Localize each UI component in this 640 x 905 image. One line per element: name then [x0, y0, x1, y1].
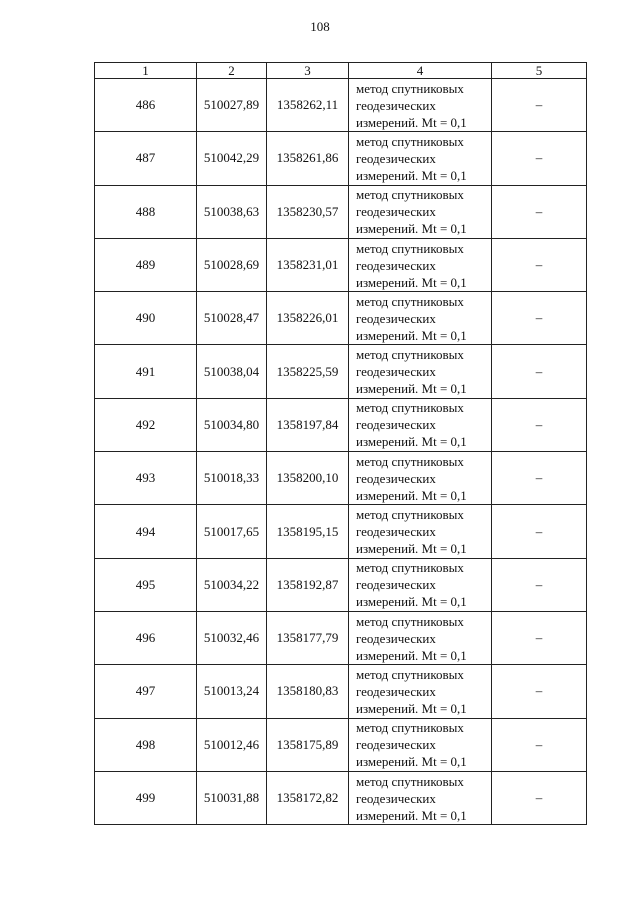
method-text-line: метод спутниковых — [356, 560, 464, 576]
method-text-line: геодезических — [356, 150, 436, 166]
method-cell — [349, 185, 492, 238]
method-text-line: геодезических — [356, 790, 436, 806]
note-cell: – — [492, 345, 587, 398]
method-text-line: измерений. Mt = 0,1 — [356, 114, 467, 130]
method-text-line: геодезических — [356, 470, 436, 486]
point-number-cell: 497 — [95, 665, 197, 718]
method-text-line: измерений. Mt = 0,1 — [356, 700, 467, 716]
method-text-line: геодезических — [356, 364, 436, 380]
column-header-2: 2 — [197, 63, 267, 79]
method-cell — [349, 345, 492, 398]
method-text-line: измерений. Mt = 0,1 — [356, 381, 467, 397]
y-coordinate-cell: 1358230,57 — [267, 185, 349, 238]
y-coordinate-cell: 1358195,15 — [267, 505, 349, 558]
method-text-line: метод спутниковых — [356, 133, 464, 149]
x-coordinate-cell: 510031,88 — [197, 771, 267, 824]
column-header-5: 5 — [492, 63, 587, 79]
method-text-line: метод спутниковых — [356, 400, 464, 416]
table-row — [95, 345, 587, 398]
table-row — [95, 132, 587, 185]
point-number-cell: 495 — [95, 558, 197, 611]
point-number-cell: 492 — [95, 398, 197, 451]
point-number-cell: 494 — [95, 505, 197, 558]
point-number-cell: 496 — [95, 611, 197, 664]
method-text-line: метод спутниковых — [356, 720, 464, 736]
x-coordinate-cell: 510018,33 — [197, 452, 267, 505]
table-row — [95, 718, 587, 771]
y-coordinate-cell: 1358262,11 — [267, 79, 349, 132]
method-text-line: метод спутниковых — [356, 666, 464, 682]
y-coordinate-cell: 1358180,83 — [267, 665, 349, 718]
note-cell: – — [492, 665, 587, 718]
table-row — [95, 665, 587, 718]
method-text-line: геодезических — [356, 310, 436, 326]
method-text-line: геодезических — [356, 683, 436, 699]
method-text-line: метод спутниковых — [356, 187, 464, 203]
x-coordinate-cell: 510017,65 — [197, 505, 267, 558]
method-cell — [349, 452, 492, 505]
method-text-line: метод спутниковых — [356, 80, 464, 96]
method-text-line: геодезических — [356, 417, 436, 433]
method-text-line: измерений. Mt = 0,1 — [356, 434, 467, 450]
point-number-cell: 491 — [95, 345, 197, 398]
column-header-3: 3 — [267, 63, 349, 79]
column-header-1: 1 — [95, 63, 197, 79]
method-text-line: измерений. Mt = 0,1 — [356, 487, 467, 503]
method-text-line: измерений. Mt = 0,1 — [356, 594, 467, 610]
note-cell: – — [492, 611, 587, 664]
method-text-line: метод спутниковых — [356, 613, 464, 629]
x-coordinate-cell: 510013,24 — [197, 665, 267, 718]
table-row — [95, 398, 587, 451]
method-text-line: геодезических — [356, 204, 436, 220]
column-header-4: 4 — [349, 63, 492, 79]
note-cell: – — [492, 79, 587, 132]
method-text-line: геодезических — [356, 257, 436, 273]
point-number-cell: 489 — [95, 238, 197, 291]
note-cell: – — [492, 771, 587, 824]
method-text-line: измерений. Mt = 0,1 — [356, 221, 467, 237]
y-coordinate-cell: 1358172,82 — [267, 771, 349, 824]
method-text-line: геодезических — [356, 737, 436, 753]
table-row — [95, 558, 587, 611]
method-cell — [349, 665, 492, 718]
method-text-line: метод спутниковых — [356, 293, 464, 309]
note-cell: – — [492, 292, 587, 345]
x-coordinate-cell: 510038,04 — [197, 345, 267, 398]
coordinates-table — [94, 62, 587, 825]
note-cell: – — [492, 132, 587, 185]
y-coordinate-cell: 1358225,59 — [267, 345, 349, 398]
method-text-line: измерений. Mt = 0,1 — [356, 807, 467, 823]
point-number-cell: 490 — [95, 292, 197, 345]
y-coordinate-cell: 1358197,84 — [267, 398, 349, 451]
page-number: 108 — [310, 19, 330, 34]
note-cell: – — [492, 185, 587, 238]
method-text-line: геодезических — [356, 97, 436, 113]
method-text-line: измерений. Mt = 0,1 — [356, 327, 467, 343]
method-text-line: геодезических — [356, 524, 436, 540]
method-text-line: метод спутниковых — [356, 453, 464, 469]
method-cell — [349, 132, 492, 185]
y-coordinate-cell: 1358231,01 — [267, 238, 349, 291]
x-coordinate-cell: 510032,46 — [197, 611, 267, 664]
table-row — [95, 292, 587, 345]
table-row — [95, 452, 587, 505]
method-text-line: метод спутниковых — [356, 240, 464, 256]
x-coordinate-cell: 510012,46 — [197, 718, 267, 771]
table-row — [95, 79, 587, 132]
y-coordinate-cell: 1358200,10 — [267, 452, 349, 505]
x-coordinate-cell: 510028,69 — [197, 238, 267, 291]
note-cell: – — [492, 452, 587, 505]
point-number-cell: 487 — [95, 132, 197, 185]
x-coordinate-cell: 510027,89 — [197, 79, 267, 132]
table-row — [95, 505, 587, 558]
method-text-line: измерений. Mt = 0,1 — [356, 167, 467, 183]
method-cell — [349, 398, 492, 451]
method-text-line: измерений. Mt = 0,1 — [356, 647, 467, 663]
note-cell: – — [492, 718, 587, 771]
x-coordinate-cell: 510038,63 — [197, 185, 267, 238]
table-row — [95, 771, 587, 824]
method-text-line: метод спутниковых — [356, 507, 464, 523]
table-header-row — [95, 63, 587, 79]
point-number-cell: 488 — [95, 185, 197, 238]
method-text-line: геодезических — [356, 577, 436, 593]
note-cell: – — [492, 398, 587, 451]
method-cell — [349, 771, 492, 824]
y-coordinate-cell: 1358177,79 — [267, 611, 349, 664]
x-coordinate-cell: 510034,80 — [197, 398, 267, 451]
x-coordinate-cell: 510042,29 — [197, 132, 267, 185]
point-number-cell: 499 — [95, 771, 197, 824]
method-cell — [349, 505, 492, 558]
point-number-cell: 493 — [95, 452, 197, 505]
method-cell — [349, 292, 492, 345]
method-cell — [349, 611, 492, 664]
table-row — [95, 611, 587, 664]
note-cell: – — [492, 238, 587, 291]
y-coordinate-cell: 1358175,89 — [267, 718, 349, 771]
y-coordinate-cell: 1358261,86 — [267, 132, 349, 185]
x-coordinate-cell: 510034,22 — [197, 558, 267, 611]
x-coordinate-cell: 510028,47 — [197, 292, 267, 345]
method-text-line: измерений. Mt = 0,1 — [356, 541, 467, 557]
method-cell — [349, 79, 492, 132]
method-cell — [349, 718, 492, 771]
table-row — [95, 238, 587, 291]
method-text-line: метод спутниковых — [356, 773, 464, 789]
point-number-cell: 486 — [95, 79, 197, 132]
method-cell — [349, 558, 492, 611]
note-cell: – — [492, 558, 587, 611]
point-number-cell: 498 — [95, 718, 197, 771]
note-cell: – — [492, 505, 587, 558]
method-text-line: метод спутниковых — [356, 347, 464, 363]
coordinates-table-body — [95, 63, 587, 825]
method-text-line: геодезических — [356, 630, 436, 646]
table-row — [95, 185, 587, 238]
y-coordinate-cell: 1358226,01 — [267, 292, 349, 345]
y-coordinate-cell: 1358192,87 — [267, 558, 349, 611]
method-cell — [349, 238, 492, 291]
method-text-line: измерений. Mt = 0,1 — [356, 274, 467, 290]
method-text-line: измерений. Mt = 0,1 — [356, 754, 467, 770]
